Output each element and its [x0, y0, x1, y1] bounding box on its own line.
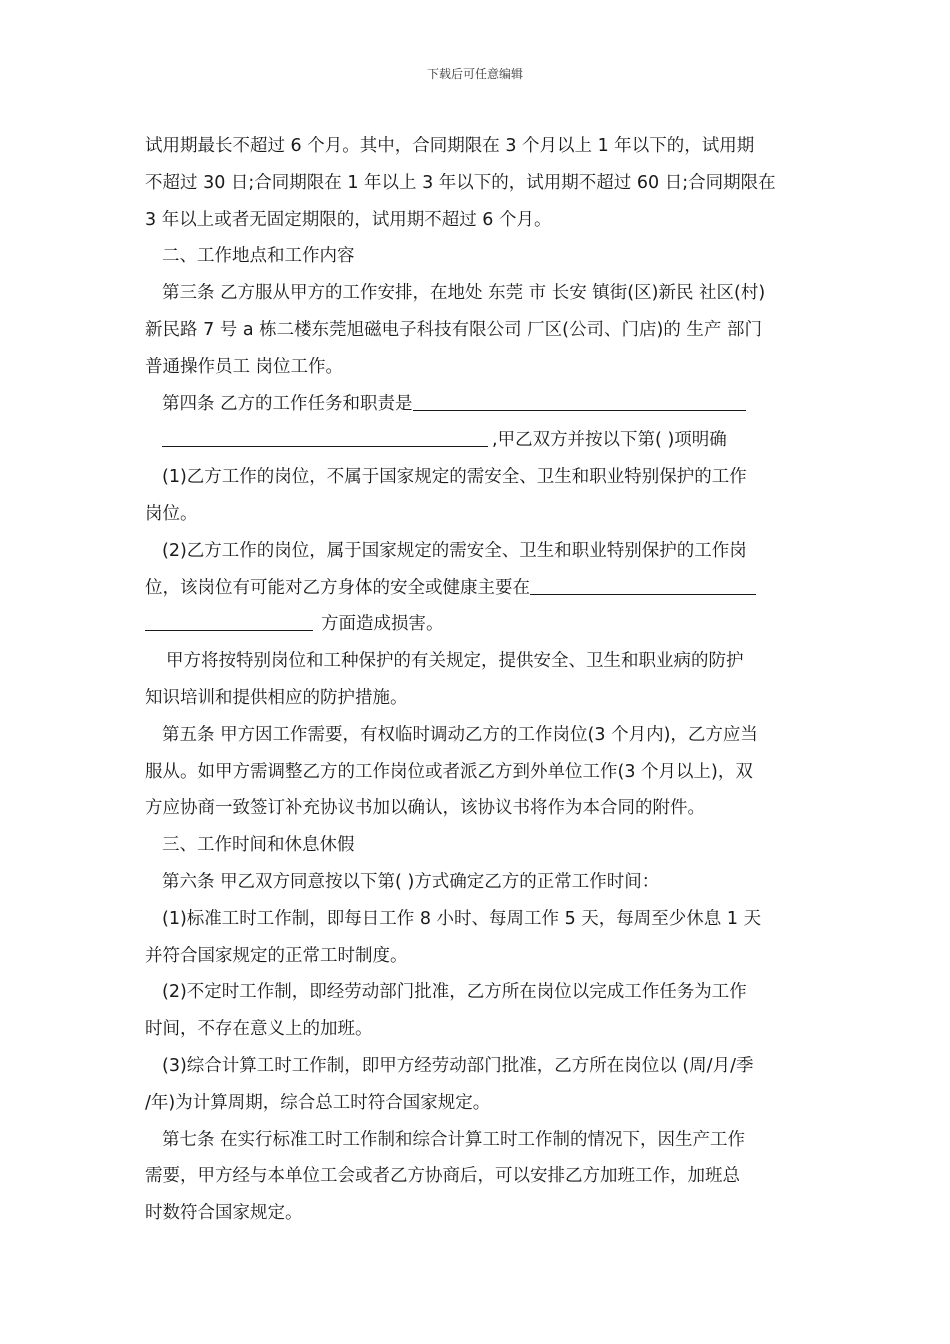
clause-text: 第四条 乙方的工作任务和职责是	[162, 393, 413, 414]
text-line: (2)乙方工作的岗位，属于国家规定的需安全、卫生和职业特别保护的工作岗	[162, 540, 747, 561]
blank-underline	[413, 388, 746, 411]
clause-text: 方面造成损害。	[321, 614, 444, 635]
text-line: 试用期最长不超过 6 个月。其中，合同期限在 3 个月以上 1 年以下的，试用期	[145, 136, 755, 156]
text-line: 时数符合国家规定。	[145, 1203, 303, 1224]
text-line: 服从。如甲方需调整乙方的工作岗位或者派乙方到外单位工作(3 个月以上)，双	[145, 761, 753, 782]
text-line: 3 年以上或者无固定期限的，试用期不超过 6 个月。	[145, 209, 552, 230]
text-line: 并符合国家规定的正常工时制度。	[145, 945, 408, 966]
clause-text: 位，该岗位有可能对乙方身体的安全或健康主要在	[145, 577, 530, 598]
text-line: 第六条 甲乙双方同意按以下第( )方式确定乙方的正常工作时间：	[162, 871, 660, 892]
text-line: 不超过 30 日;合同期限在 1 年以上 3 年以下的，试用期不超过 60 日;合同期限在	[145, 172, 776, 193]
blank-underline	[145, 608, 313, 631]
text-line: 方应协商一致签订补充协议书加以确认，该协议书将作为本合同的附件。	[145, 798, 705, 819]
text-line: (1)标准工时工作制，即每日工作 8 小时、每周工作 5 天，每周至少休息 1 天	[162, 908, 762, 929]
blank-underline	[530, 572, 756, 595]
text-line: 需要，甲方经与本单位工会或者乙方协商后，可以安排乙方加班工作，加班总	[145, 1166, 740, 1187]
text-line	[145, 570, 807, 607]
text-line: 新民路 7 号 a 栋二楼东莞旭磁电子科技有限公司 厂区(公司、门店)的 生产 部门	[145, 319, 762, 340]
text-line: (1)乙方工作的岗位，不属于国家规定的需安全、卫生和职业特别保护的工作	[162, 467, 747, 488]
text-line: 岗位。	[145, 503, 198, 524]
text-line: 知识培训和提供相应的防护措施。	[145, 687, 408, 708]
text-line: (3)综合计算工时工作制，即甲方经劳动部门批准，乙方所在岗位以 (周/月/季	[162, 1055, 754, 1076]
text-line: 甲方将按特别岗位和工种保护的有关规定，提供安全、卫生和职业病的防护	[166, 651, 744, 672]
blank-underline	[162, 424, 488, 447]
text-line: /年)为计算周期，综合总工时符合国家规定。	[145, 1092, 491, 1113]
text-line: 第七条 在实行标准工时工作制和综合计算工时工作制的情况下，因生产工作	[162, 1129, 746, 1150]
document-body	[145, 128, 807, 1232]
section-heading: 二、工作地点和工作内容	[162, 246, 355, 267]
clause-text: ,甲乙双方并按以下第( )项明确	[492, 430, 727, 451]
text-line	[145, 606, 807, 643]
text-line	[145, 386, 807, 423]
text-line: (2)不定时工作制，即经劳动部门批准，乙方所在岗位以完成工作任务为工作	[162, 982, 747, 1003]
text-line: 时间，不存在意义上的加班。	[145, 1019, 373, 1040]
text-line: 第五条 甲方因工作需要，有权临时调动乙方的工作岗位(3 个月内)，乙方应当	[162, 724, 758, 745]
page-header: 下载后可任意编辑	[426, 67, 523, 81]
text-line: 普通操作员工 岗位工作。	[145, 356, 344, 377]
section-heading: 三、工作时间和休息休假	[162, 835, 355, 856]
text-line: 第三条 乙方服从甲方的工作安排，在地处 东莞 市 长安 镇街(区)新民 社区(村)	[162, 283, 766, 304]
text-line	[145, 422, 807, 459]
